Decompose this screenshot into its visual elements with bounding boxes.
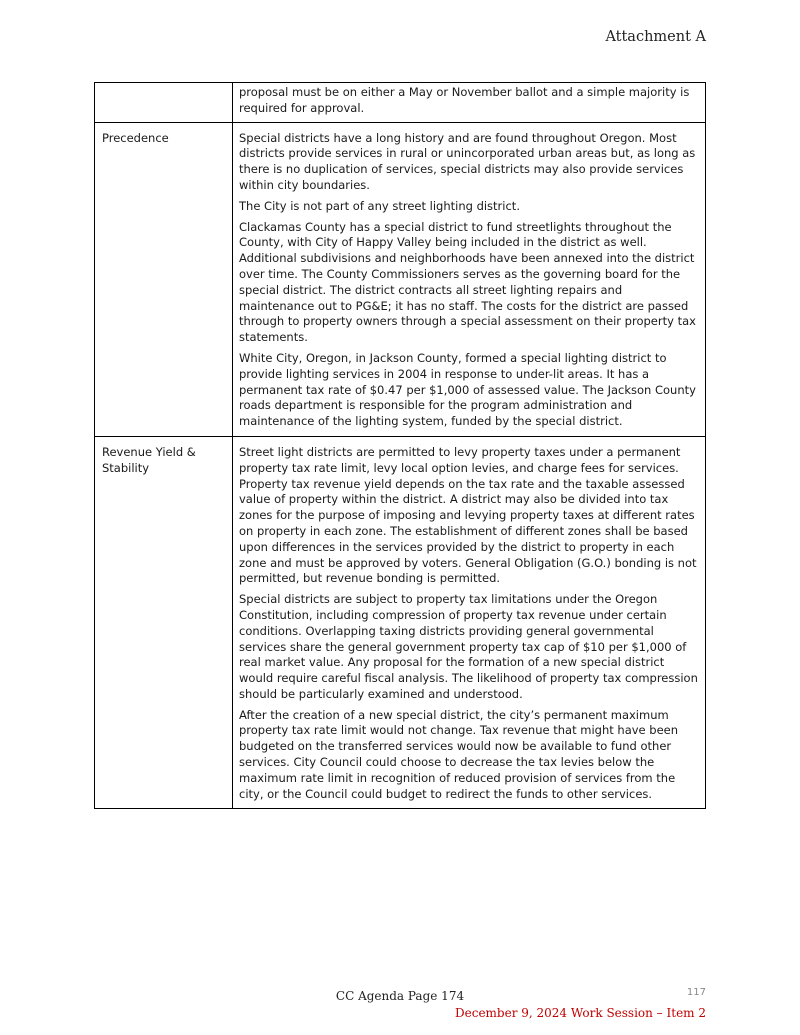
footer-page-number: 117 — [686, 987, 706, 998]
row-content-revenue — [233, 436, 706, 809]
row-label-empty — [95, 83, 233, 123]
paragraph: Special districts have a long history and are found throughout Oregon. Most districts provide services in rural or unincorporated urban areas but, as long as there is no duplication of services, special districts may also provide services within city boundaries. — [239, 130, 696, 192]
continuation-paragraph: proposal must be on either a May or November ballot and a simple majority is required for approval. — [239, 85, 690, 115]
table-row-revenue — [95, 436, 706, 809]
row-content-continuation — [233, 83, 706, 123]
paragraph: White City, Oregon, in Jackson County, formed a special lighting district to provide lighting services in 2004 in response to under-lit areas. It has a permanent tax rate of $0.47 per $1,000 of assessed value. The Jackson County roads department is responsible for the program administration and maintenance of the lighting system, funded by the special district. — [239, 350, 696, 429]
footer-session-label: December 9, 2024 Work Session – Item 2 — [455, 1006, 706, 1020]
row-label-revenue: Revenue Yield & Stability — [95, 436, 233, 809]
row-label-precedence: Precedence — [95, 122, 233, 436]
table-row-precedence — [95, 122, 706, 436]
row-content-precedence — [233, 122, 706, 436]
paragraph: Street light districts are permitted to levy property taxes under a permanent property tax rate limit, levy local option levies, and charge fees for services. Property tax revenue yield depends on the tax rate and the taxable assessed value of property within the district. A district may also be divided into tax zones for the purpose of imposing and levying property taxes at different rates on property in each zone. The establishment of different zones shall be based upon differences in the services provided by the district to property in each zone and must be approved by voters. General Obligation (G.O.) bonding is not permitted, but revenue bonding is permitted. — [239, 444, 697, 586]
attachment-header: Attachment A — [605, 29, 706, 45]
table-row-continuation — [95, 83, 706, 123]
footer-agenda-page: CC Agenda Page 174 — [335, 989, 465, 1003]
paragraph: After the creation of a new special district, the city’s permanent maximum property tax rate limit would not change. Tax revenue that might have been budgeted on the transferred services would now be available to fund other services. City Council could choose to decrease the tax levies below the maximum rate limit in recognition of reduced provision of services from the city, or the Council could budget to redirect the funds to other services. — [239, 707, 679, 801]
paragraph: The City is not part of any street lighting district. — [239, 198, 520, 213]
paragraph: Special districts are subject to property tax limitations under the Oregon Constitution, including compression of property tax revenue under certain conditions. Overlapping taxing districts providing general governmental services share the general government property tax cap of $10 per $1,000 of real market value. Any proposal for the formation of a new special district would require careful fiscal analysis. The likelihood of property tax compression should be particularly examined and understood. — [239, 592, 698, 701]
paragraph: Clackamas County has a special district to fund streetlights throughout the County, with City of Happy Valley being included in the district as well. Additional subdivisions and neighborhoods have been annexed into the district over time. The County Commissioners serves as the governing board for the special district. The district contracts all street lighting repairs and maintenance out to PG&E; it has no staff. The costs for the district are passed through to property owners through a special assessment on their property tax statements. — [239, 219, 696, 345]
info-table — [94, 82, 706, 809]
